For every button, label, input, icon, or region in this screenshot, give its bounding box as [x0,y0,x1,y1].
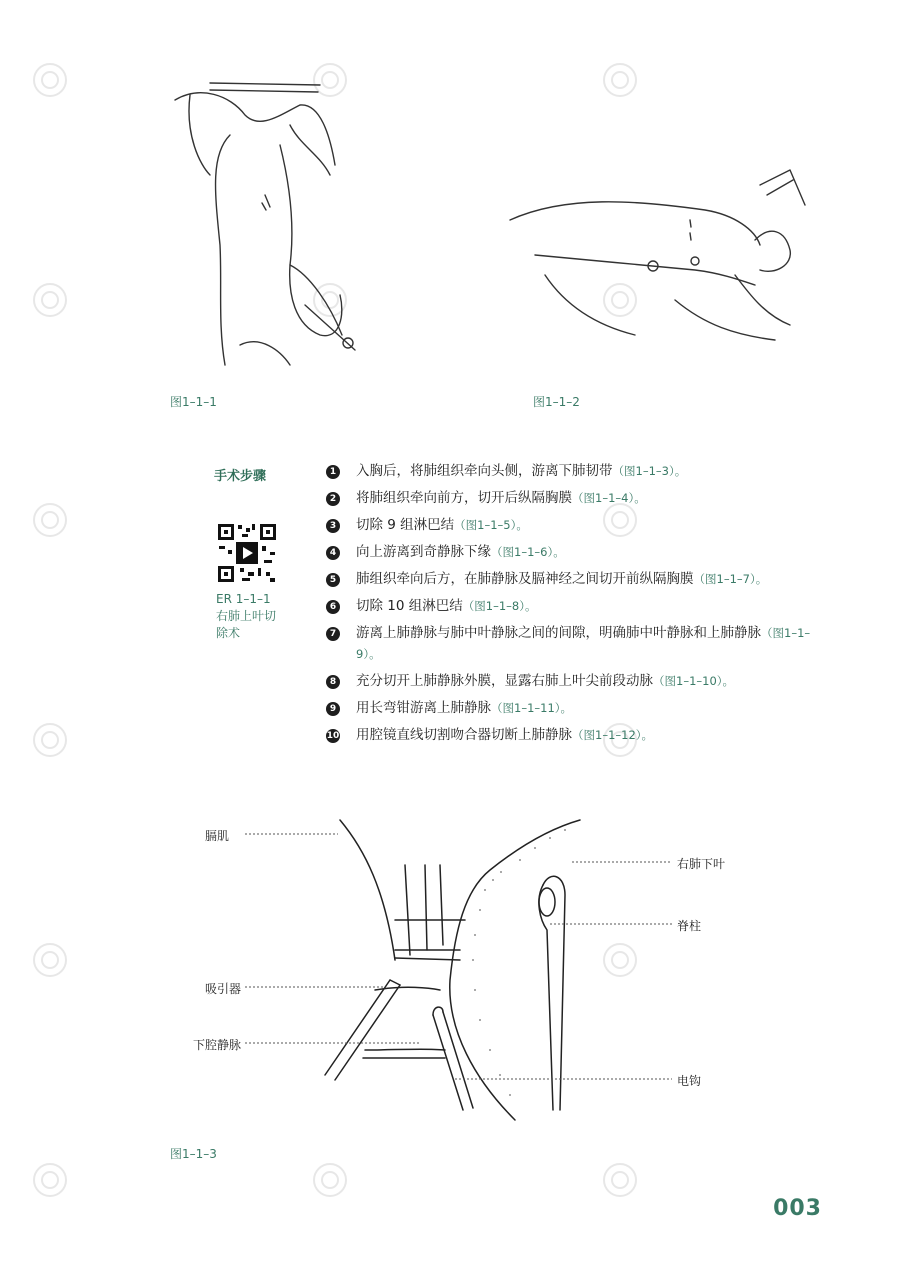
figure-caption-1-1-1: 图1–1–1 [170,395,217,409]
step-text: 切除 9 组淋巴结 [356,517,455,533]
label-right-lower-lobe: 右肺下叶 [677,857,726,871]
figure-reference: （图1–1–12）。 [572,728,654,742]
figure-reference: （图1–1–3）。 [612,464,687,478]
step-number: 1 [326,465,340,479]
figure-reference: （图1–1–8）。 [462,599,537,613]
label-diaphragm: 膈肌 [205,829,230,843]
label-suction: 吸引器 [205,982,242,996]
step-number: 4 [326,546,340,560]
page-number: 003 [773,1196,822,1221]
step-text: 切除 10 组淋巴结 [356,598,463,614]
step-number: 7 [326,627,340,641]
step-text: 用腔镜直线切割吻合器切断上肺静脉 [356,727,572,743]
label-spine: 脊柱 [677,919,702,933]
figure-reference: （图1–1–11）。 [491,701,573,715]
label-inferior-vena-cava: 下腔静脉 [193,1038,242,1052]
section-title: 手术步骤 [214,469,267,484]
step-number: 9 [326,702,340,716]
figure-caption-1-1-2: 图1–1–2 [533,395,580,409]
step-number: 2 [326,492,340,506]
figure-caption-1-1-3: 图1–1–3 [170,1147,217,1161]
step-text: 肺组织牵向后方，在肺静脉及膈神经之间切开前纵隔胸膜 [356,571,694,587]
step-text: 入胸后，将肺组织牵向头侧，游离下肺韧带 [356,463,613,479]
step-text: 游离上肺静脉与肺中叶静脉之间的间隙，明确肺中叶静脉和上肺静脉 [356,625,761,641]
step-number: 5 [326,573,340,587]
qr-caption: ER 1–1–1 右肺上叶切除术 [216,592,277,640]
figure-reference: （图1–1–4）。 [572,491,646,505]
label-cautery-hook: 电钩 [677,1074,702,1088]
step-text: 用长弯钳游离上肺静脉 [356,700,491,716]
figure-reference: （图1–1–5）。 [454,518,528,532]
step-number: 10 [326,731,340,741]
step-text: 将肺组织牵向前方，切开后纵隔胸膜 [356,490,572,506]
figure-reference: （图1–1–6）。 [491,545,565,559]
figure-reference: （图1–1–7）。 [693,572,768,586]
step-text: 充分切开上肺静脉外膜，显露右肺上叶尖前段动脉 [356,673,653,689]
step-number: 3 [326,519,340,533]
step-number: 8 [326,675,340,689]
figure-reference: （图1–1–9）。 [356,626,811,661]
step-number: 6 [326,600,340,614]
step-text: 向上游离到奇静脉下缘 [356,544,491,560]
figure-reference: （图1–1–10）。 [653,674,735,688]
